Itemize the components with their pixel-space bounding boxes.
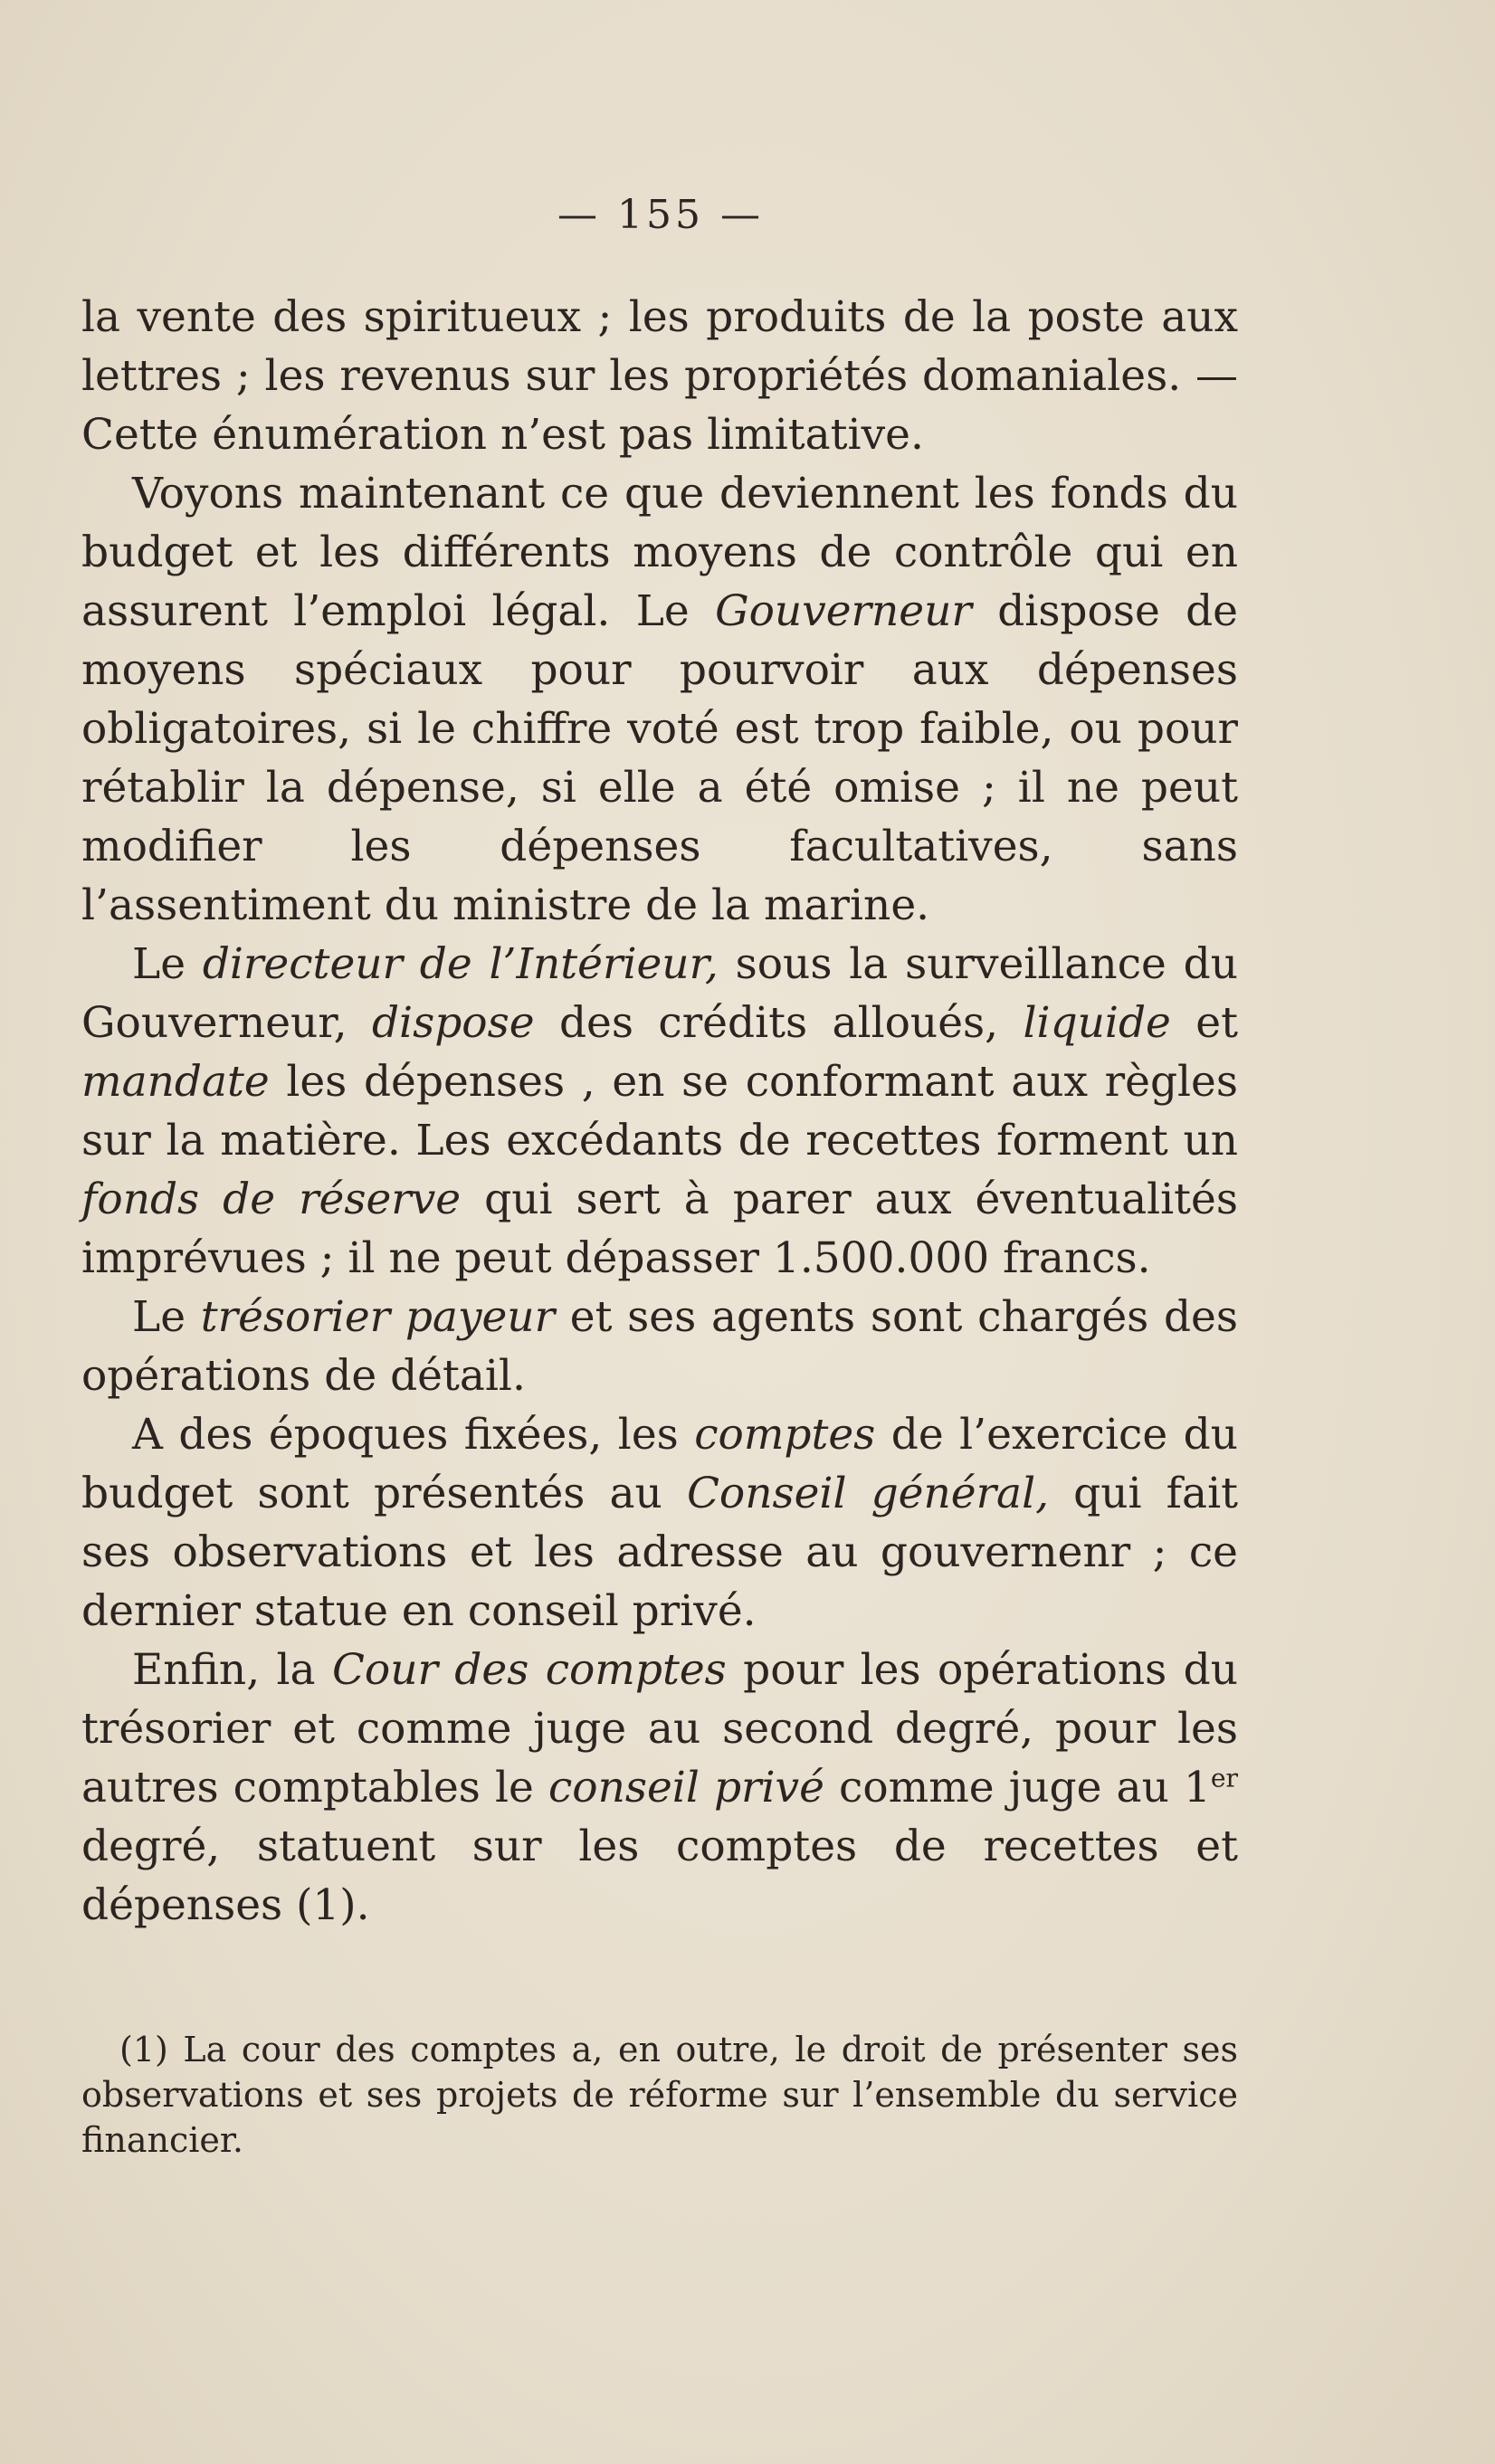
- footnote-text: (1) La cour des comptes a, en outre, le droit de présenter ses observations et ses projets de réforme sur l’ensemble du service financier.: [81, 2030, 1238, 2160]
- italic-run: directeur de l’Intérieur,: [202, 939, 719, 989]
- paragraph-4: [81, 1288, 1238, 1405]
- italic-run: trésorier payeur: [200, 1292, 556, 1342]
- text-run: Enfin, la: [132, 1645, 332, 1695]
- italic-run: fonds de réserve: [81, 1175, 462, 1224]
- paragraph-1: [81, 288, 1238, 464]
- italic-run: Cour des comptes: [331, 1645, 727, 1695]
- text-run: degré, statuent sur les comptes de recettes et dépenses (1).: [81, 1822, 1238, 1930]
- text-run: qui fait ses observations et les adresse au gouvernenr ; ce dernier statue en conseil privé.: [81, 1469, 1238, 1636]
- italic-run: comptes: [694, 1410, 876, 1460]
- text-run: Voyons maintenant ce que deviennent les fonds du budget et les différents moyens de contrôle qui en assurent l’emploi légal. Le: [81, 469, 1238, 636]
- text-run: et ses agents sont chargés des opérations de détail.: [81, 1292, 1238, 1401]
- footnote: [81, 2027, 1238, 2163]
- superscript: er: [1210, 1763, 1239, 1793]
- text-run: sous la surveillance du Gouverneur,: [81, 939, 1238, 1048]
- text-run: de l’exercice du budget sont présentés au: [81, 1410, 1238, 1518]
- text-run: les dépenses , en se conformant aux règles sur la matière. Les excédants de recettes forment un: [81, 1057, 1238, 1165]
- page-number: — 155 —: [557, 192, 764, 238]
- text-run: Le: [132, 939, 203, 989]
- text-run: et: [1170, 998, 1238, 1048]
- text-run: qui sert à parer aux éventualités imprévues ; il ne peut dépasser 1.500.000 francs.: [81, 1175, 1238, 1283]
- italic-run: liquide: [1023, 998, 1171, 1048]
- text-run: Le: [132, 1292, 201, 1342]
- text-run: comme juge au 1: [824, 1763, 1211, 1812]
- body-text: [81, 288, 1238, 1935]
- text-run: dispose de moyens spéciaux pour pourvoir aux dépenses obligatoires, si le chiffre voté est trop faible, ou pour rétablir la dépense, si elle a été omise ; il ne peut modifier les dépenses facultatives, sans l’assentiment du ministre de la marine.: [81, 586, 1238, 930]
- italic-run: conseil privé: [548, 1763, 824, 1812]
- paragraph-5: [81, 1405, 1238, 1641]
- paragraph-2: [81, 464, 1238, 935]
- text-run: pour les opérations du trésorier et comme juge au second degré, pour les autres comptables le: [81, 1645, 1239, 1812]
- paragraph-6: [81, 1641, 1238, 1935]
- paragraph-1-text: la vente des spiritueux ; les produits de la poste aux lettres ; les revenus sur les propriétés domaniales. — Cette énumération n’est pas limitative.: [81, 292, 1238, 460]
- text-run: des crédits alloués,: [534, 998, 1024, 1048]
- text-run: A des époques fixées, les: [132, 1410, 695, 1460]
- italic-run: Gouverneur: [715, 586, 972, 636]
- italic-run: Conseil général,: [686, 1469, 1050, 1518]
- italic-run: mandate: [81, 1057, 270, 1107]
- paragraph-3: [81, 935, 1238, 1288]
- italic-run: dispose: [371, 998, 535, 1048]
